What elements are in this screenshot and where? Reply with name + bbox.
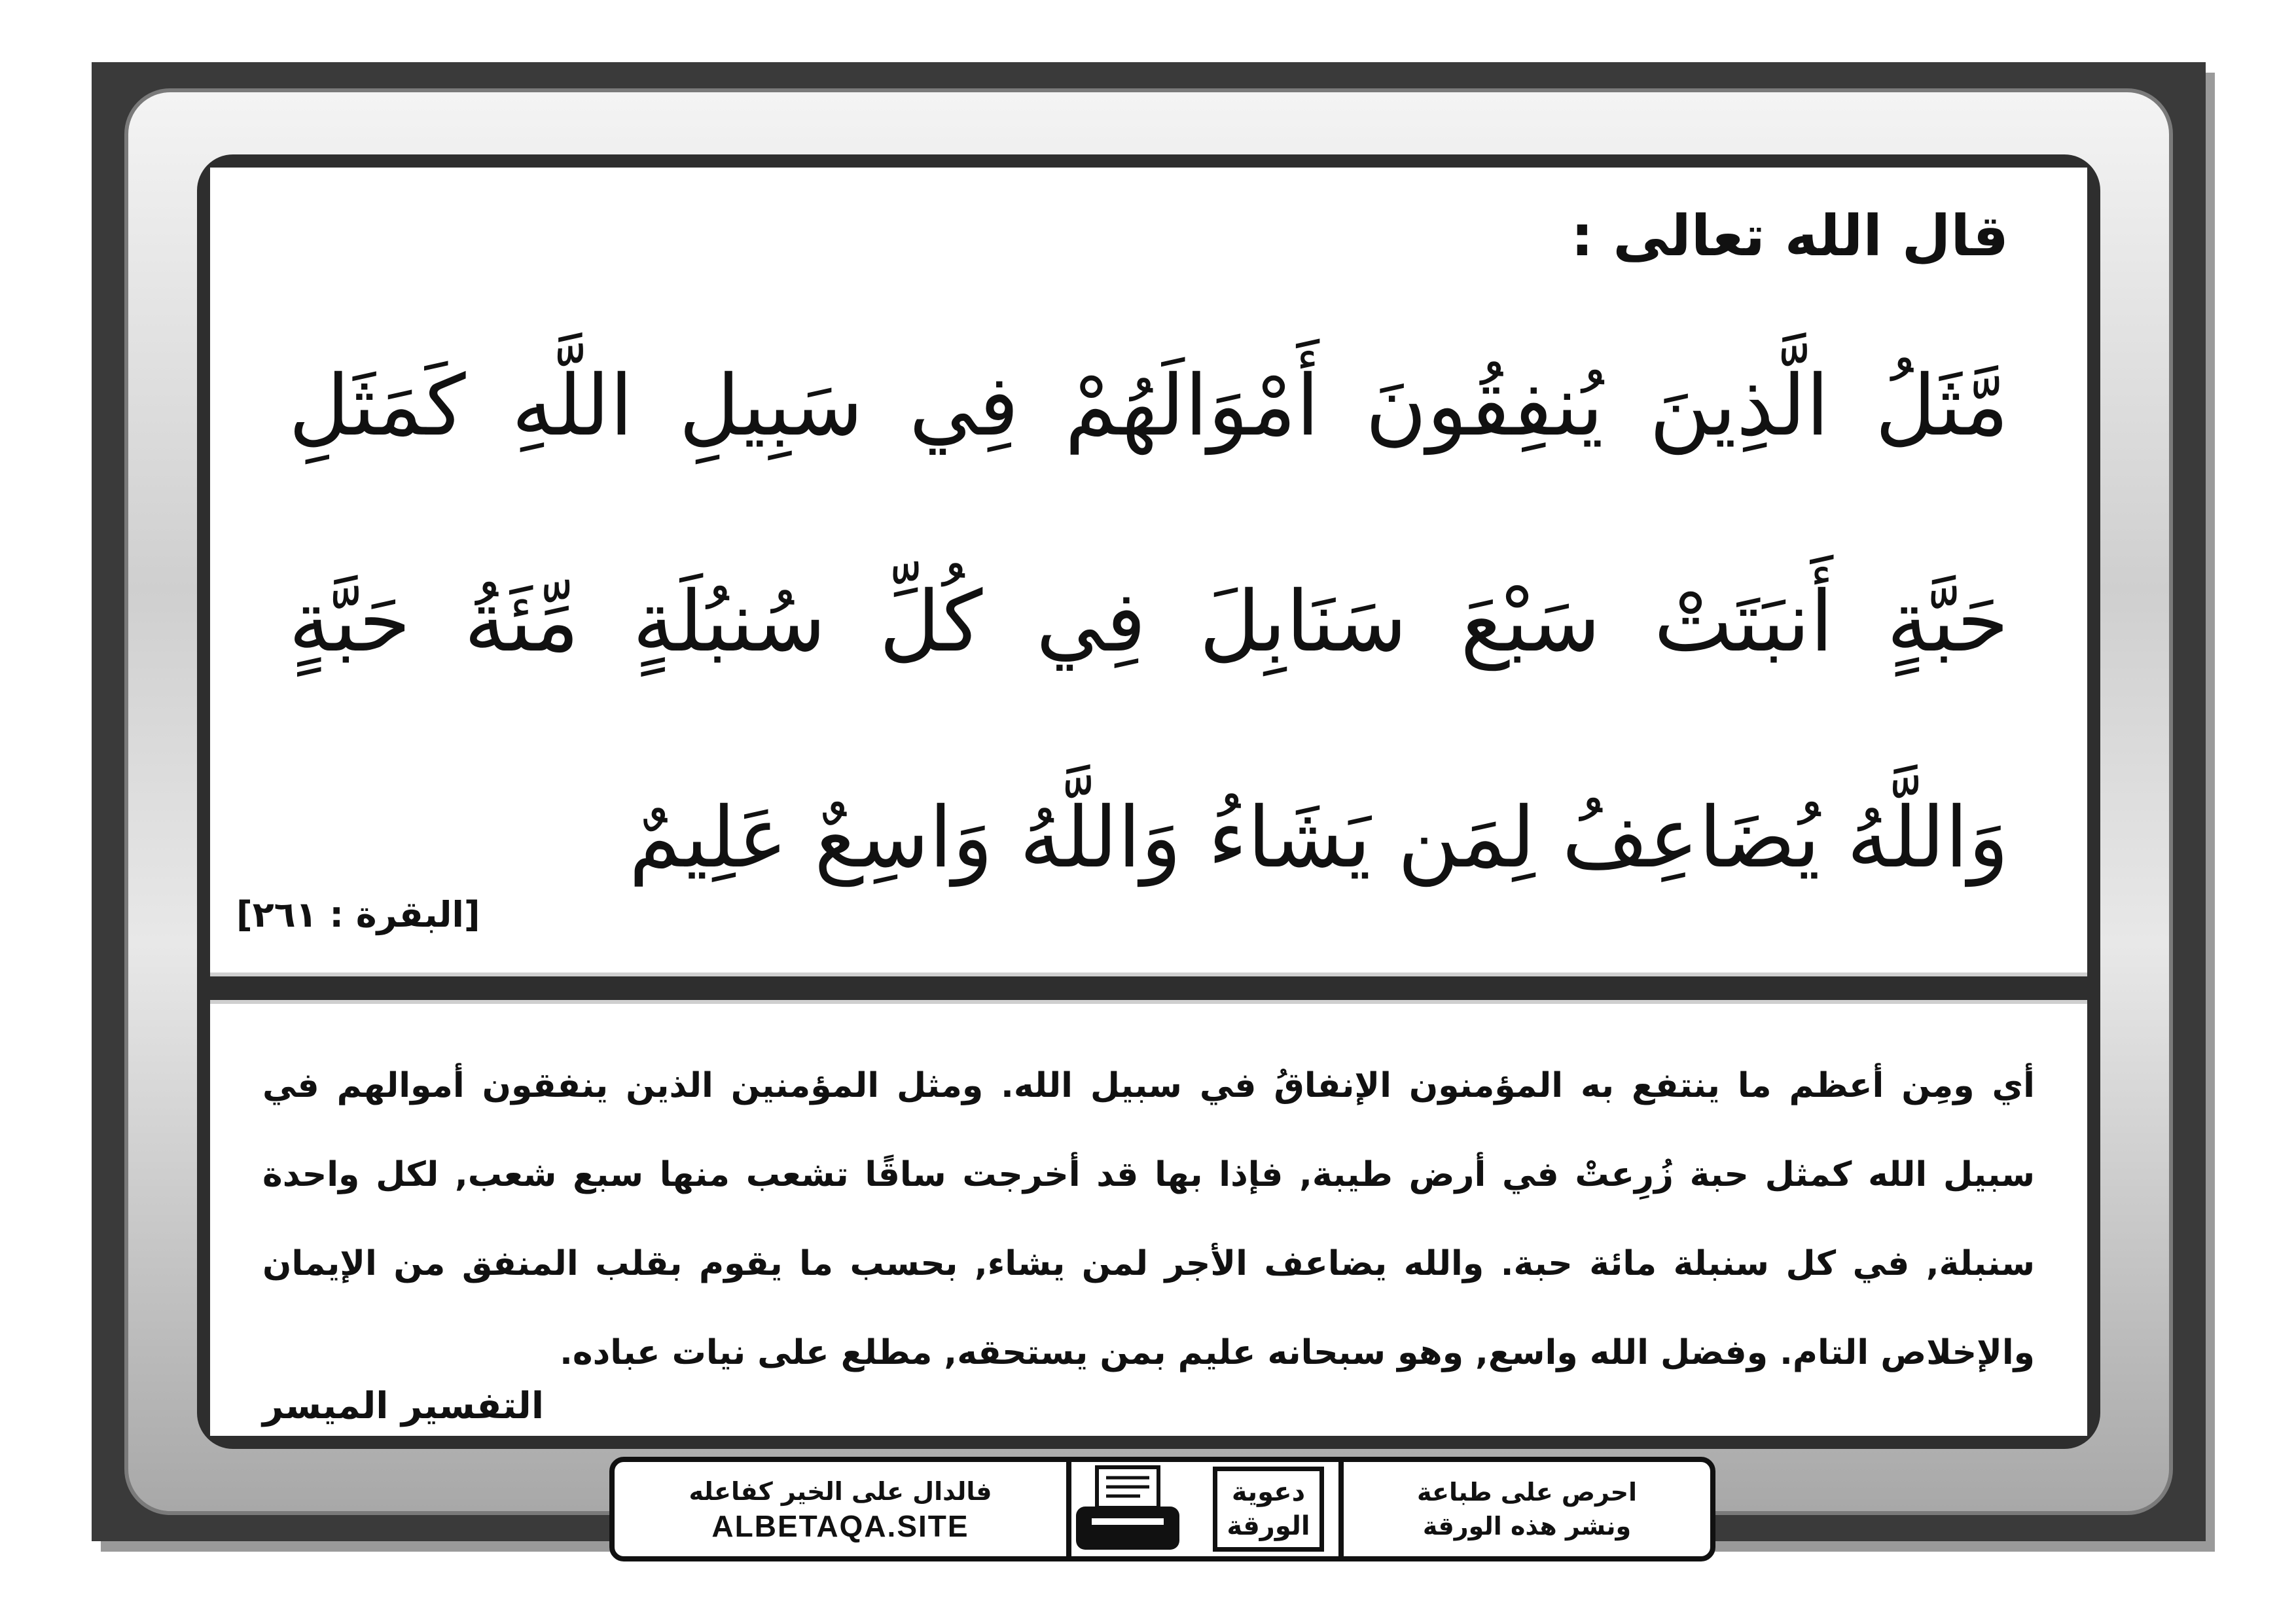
heading: قال الله تعالى : [1571,204,2009,269]
quran-verse [289,298,2009,946]
section-divider [210,972,2087,1004]
footer-site-cell [615,1462,1071,1556]
site-link[interactable]: ALBETAQA.SITE [711,1509,969,1543]
verse-reference: [البقرة : ٢٦١] [236,894,480,935]
tafsir-source: التفسير الميسر [262,1385,545,1427]
inner-frame [197,154,2100,1543]
footer-print-note [1338,1462,1710,1556]
beveled-frame [124,88,2173,1543]
printer-cell [1062,1462,1193,1556]
dawah-logo [1213,1467,1324,1552]
logo-line: الورقة [1227,1511,1310,1541]
printer-icon [1072,1463,1183,1555]
verse-line: حَبَّةٍ أَنبَتَتْ سَبْعَ سَنَابِلَ فِي كُلِّ سُنبُلَةٍ مِّئَةُ حَبَّةٍ [289,573,2009,671]
tafsir-text: أي ومِن أعظم ما ينتفع به المؤمنون الإنفاقُ في سبيل الله. ومثل المؤمنين الذين ينفقون أموالهم في سبيل الله كمثل حبة زُرِعتْ في أرض طيبة, فإذا بها قد أخرجت ساقًا تشعب منها سبع شعب, لكل واحدة سنبلة, في كل سنبلة مائة حبة. والله يضاعف الأجر لمن يشاء, بحسب ما يقوم بقلب المنفق من الإيمان والإخلاص التام. وفضل الله واسع, وهو سبحانه عليم بمن يستحقه, مطلع على نيات عباده. [262,1066,2035,1372]
footer-note-line: احرص على طباعة [1416,1478,1638,1507]
footer-proverb: فالدال على الخير كفاعله [689,1477,992,1506]
content-panel [210,168,2087,1543]
footer-banner [609,1457,1715,1561]
logo-cell [1193,1462,1344,1556]
footer-note-line: ونشر هذه الورقة [1422,1512,1632,1541]
verse-line: مَّثَلُ الَّذِينَ يُنفِقُونَ أَمْوَالَهُمْ فِي سَبِيلِ اللَّهِ كَمَثَلِ [289,357,2009,455]
outer-frame [92,62,2206,1541]
logo-line: دعوية [1231,1477,1306,1507]
verse-line: وَاللَّهُ يُضَاعِفُ لِمَن يَشَاءُ وَاللَّهُ وَاسِعٌ عَلِيمٌ [628,789,2009,887]
